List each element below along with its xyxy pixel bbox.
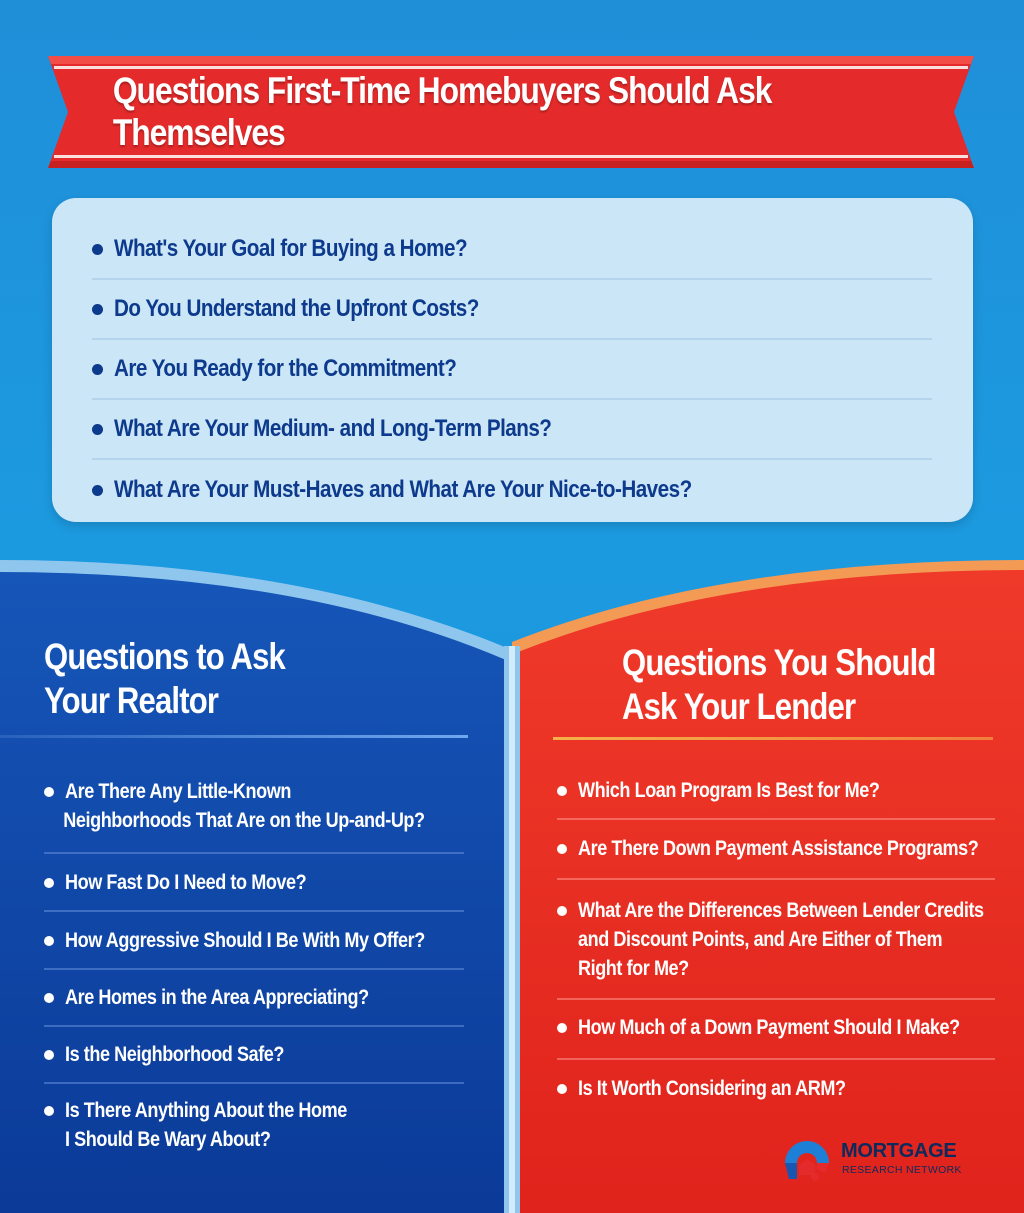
logo-subtitle: RESEARCH NETWORK (842, 1164, 962, 1176)
list-item: Are There Down Payment Assistance Programs? (557, 820, 995, 880)
logo-wordmark: MORTGAGE (841, 1140, 957, 1162)
list-item: What Are Your Medium- and Long-Term Plans? (92, 400, 932, 460)
bullet-icon (92, 424, 103, 435)
list-item: Are You Ready for the Commitment? (92, 340, 932, 400)
bullet-icon (44, 787, 54, 797)
lender-questions-list (557, 774, 995, 1110)
bullet-icon (557, 844, 567, 854)
bullet-icon (44, 1050, 54, 1060)
list-item: Which Loan Program Is Best for Me? (557, 774, 995, 820)
lender-panel-title: Questions You Should Ask Your Lender (622, 642, 936, 727)
list-item: Are There Any Little-Known Neighborhoods That Are on the Up-and-Up? (44, 774, 464, 854)
bullet-icon (44, 1106, 54, 1116)
list-item: How Aggressive Should I Be With My Offer? (44, 912, 464, 970)
bullet-icon (44, 993, 54, 1003)
bullet-icon (557, 786, 567, 796)
list-item: What Are the Differences Between Lender Credits and Discount Points, and Are Either of Them Right for Me? (557, 880, 995, 1000)
bullet-icon (92, 304, 103, 315)
title-ribbon (48, 56, 974, 168)
bullet-icon (557, 1084, 567, 1094)
bullet-icon (92, 364, 103, 375)
list-item: Is the Neighborhood Safe? (44, 1027, 464, 1084)
bullet-icon (44, 936, 54, 946)
list-item: Is It Worth Considering an ARM? (557, 1060, 995, 1110)
list-item: What's Your Goal for Buying a Home? (92, 220, 932, 280)
list-item: Is There Anything About the Home I Should Be Wary About? (44, 1084, 464, 1164)
realtor-questions-list (44, 774, 464, 1164)
bullet-icon (44, 878, 54, 888)
bullet-icon (557, 906, 567, 916)
list-item: Are Homes in the Area Appreciating? (44, 970, 464, 1027)
page-title: Questions First-Time Homebuyers Should Ask Themselves (112, 70, 772, 153)
list-item: Do You Understand the Upfront Costs? (92, 280, 932, 340)
realtor-panel-title: Questions to Ask Your Realtor (44, 636, 286, 721)
list-item: What Are Your Must-Haves and What Are Your Nice-to-Haves? (92, 460, 932, 520)
list-item: How Much of a Down Payment Should I Make? (557, 1000, 995, 1060)
bullet-icon (92, 485, 103, 496)
self-questions-list (92, 220, 932, 520)
list-item: How Fast Do I Need to Move? (44, 854, 464, 912)
mortgage-research-network-logo (781, 1133, 981, 1183)
self-questions-card (52, 198, 973, 522)
bullet-icon (557, 1023, 567, 1033)
bullet-icon (92, 244, 103, 255)
lender-title-divider (553, 737, 993, 740)
mortgage-research-network-logo-icon (781, 1133, 833, 1183)
realtor-title-divider (0, 735, 468, 738)
